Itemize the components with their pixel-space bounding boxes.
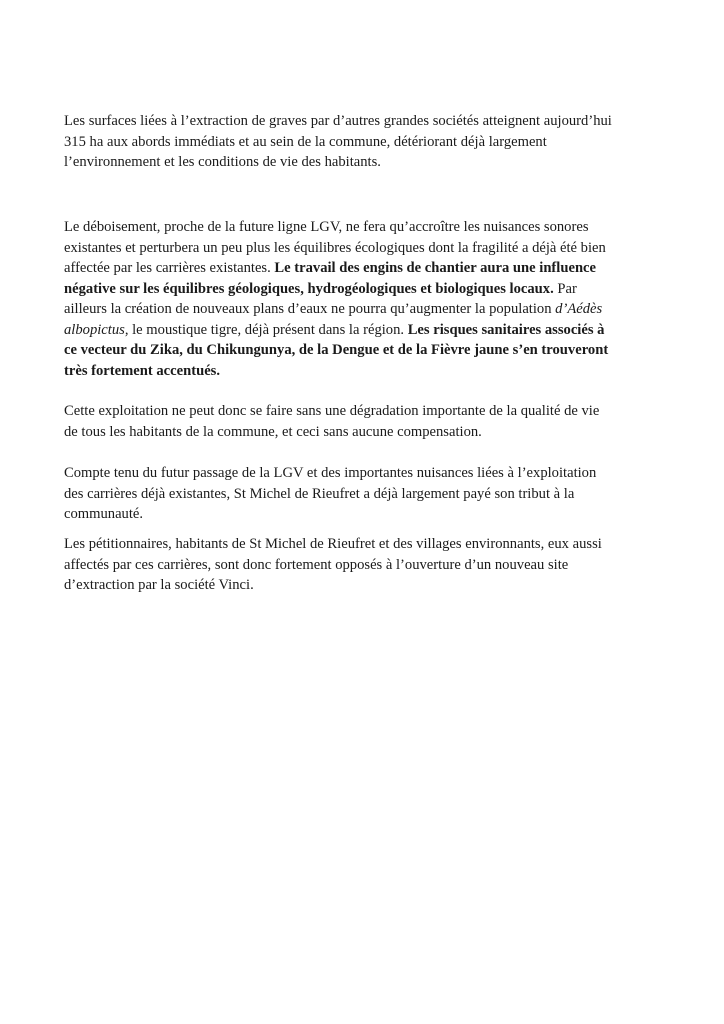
text-run: Par	[553, 280, 577, 297]
italic-text: d’Aédès	[555, 301, 603, 317]
paragraph-deforestation	[64, 217, 664, 381]
text-line: Le déboisement, proche de la future ligne LGV, ne fera qu’accroître les nuisances sonores	[64, 219, 589, 235]
text-line: d’extraction par la société Vinci.	[64, 577, 254, 593]
paragraph-extraction-surfaces	[64, 111, 664, 173]
bold-text: négative sur les équilibres géologiques, hydrogéologiques et biologiques locaux.	[64, 280, 554, 297]
text-line: affectés par ces carrières, sont donc fortement opposés à l’ouverture d’un nouveau site	[64, 556, 569, 573]
text-line: Cette exploitation ne peut donc se faire sans une dégradation importante de la qualité de vie	[64, 403, 600, 419]
text-line: Les surfaces liées à l’extraction de graves par d’autres grandes sociétés atteignent aujourd’hui	[64, 113, 612, 129]
text-line	[64, 299, 664, 320]
paragraph-lgv-tribute	[64, 463, 664, 525]
text-run: , le moustique tigre, déjà présent dans la région.	[124, 321, 408, 338]
text-line	[64, 320, 664, 341]
text-line: de tous les habitants de la commune, et ceci sans aucune compensation.	[64, 423, 482, 440]
text-line	[64, 258, 664, 279]
italic-text: albopictus	[64, 321, 125, 338]
text-line: des carrières déjà existantes, St Michel de Rieufret a déjà largement payé son tribut à la	[64, 485, 575, 502]
text-run: ailleurs la création de nouveaux plans d’eaux ne pourra qu’augmenter la population	[64, 301, 556, 317]
text-line: l’environnement et les conditions de vie des habitants.	[64, 154, 381, 170]
bold-text-line: très fortement accentués.	[64, 362, 220, 379]
text-line: existantes et perturbera un peu plus les équilibres écologiques dont la fragilité a déjà été bien	[64, 239, 606, 256]
text-line: Compte tenu du futur passage de la LGV et des importantes nuisances liées à l’exploitation	[64, 465, 597, 481]
paragraph-quality-of-life	[64, 401, 664, 442]
paragraph-petitioners	[64, 534, 664, 596]
text-line: 315 ha aux abords immédiats et au sein de la commune, détériorant déjà largement	[64, 133, 547, 150]
bold-text: Le travail des engins de chantier aura une influence	[274, 260, 597, 276]
text-line: Les pétitionnaires, habitants de St Michel de Rieufret et des villages environnants, eux aussi	[64, 536, 602, 552]
text-run: affectée par les carrières existantes.	[64, 260, 275, 276]
text-line: communauté.	[64, 506, 144, 522]
bold-text: Les risques sanitaires associés à	[407, 321, 605, 338]
text-line	[64, 279, 664, 300]
bold-text-line: ce vecteur du Zika, du Chikungunya, de la Dengue et de la Fièvre jaune s’en trouveront	[64, 342, 609, 358]
